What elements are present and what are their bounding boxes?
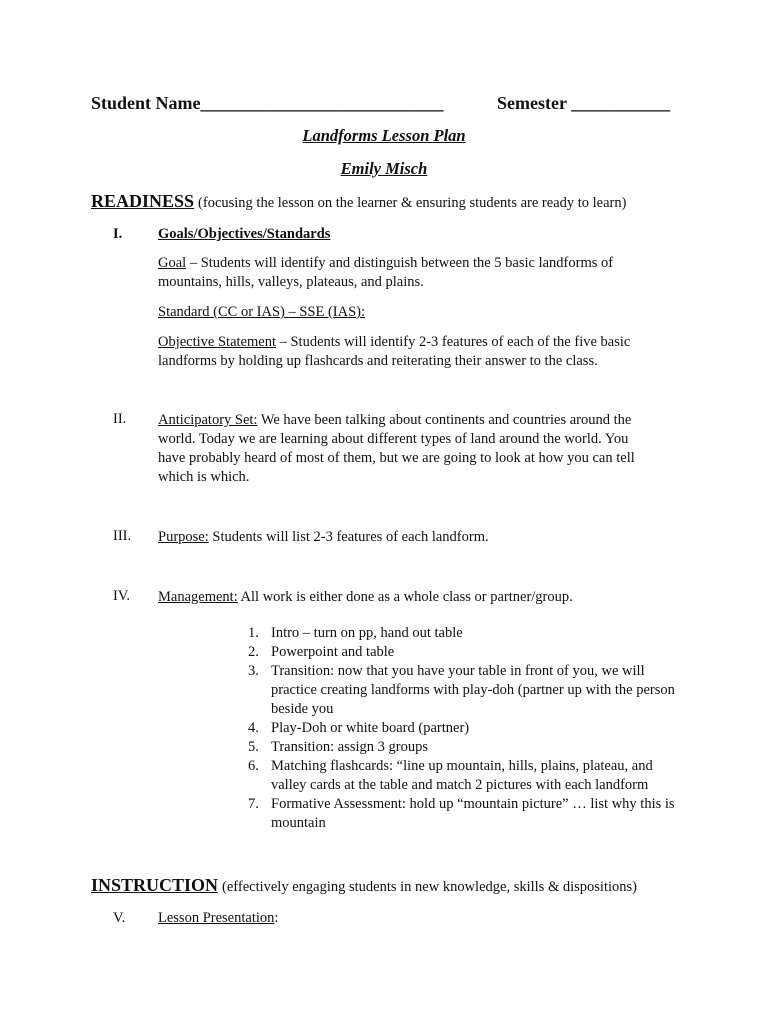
list-item-number: 6.	[248, 758, 259, 774]
list-item-number: 5.	[248, 739, 259, 755]
instruction-heading: INSTRUCTION	[91, 875, 219, 895]
list-item	[248, 624, 688, 643]
semester-field	[497, 93, 670, 114]
lesson-presentation-line	[158, 910, 278, 927]
list-item	[248, 719, 688, 738]
anticipatory-set-label: Anticipatory Set:	[158, 412, 258, 428]
management-text: All work is either done as a whole class or partner/group.	[237, 589, 573, 605]
semester-blank: ___________	[571, 93, 671, 113]
purpose-label: Purpose:	[158, 529, 209, 545]
student-name-blank: ___________________________	[200, 93, 444, 113]
lesson-presentation-suffix: :	[274, 910, 279, 926]
readiness-section-heading	[91, 191, 626, 212]
objective-text: – Students will identify 2-3 features of each of the five basic landforms by holding up flashcards and reiterating their answer to the class.	[158, 334, 631, 369]
list-item	[248, 757, 688, 795]
lesson-presentation-label: Lesson Presentation	[158, 910, 275, 926]
readiness-heading: READINESS	[91, 191, 195, 211]
purpose-text: Students will list 2-3 features of each landform.	[208, 529, 489, 545]
goal-text: – Students will identify and distinguish between the 5 basic landforms of mountains, hills, valleys, plateaus, and plains.	[158, 255, 614, 290]
instruction-section-heading	[91, 875, 637, 896]
list-item	[248, 738, 688, 757]
list-item	[248, 643, 688, 662]
purpose-paragraph	[158, 528, 668, 547]
item-1-numeral: I.	[113, 226, 123, 242]
list-item	[248, 795, 688, 833]
objective-label: Objective Statement	[158, 334, 276, 350]
item-3-numeral: III.	[113, 528, 132, 544]
standard-paragraph	[158, 303, 668, 322]
list-item-number: 2.	[248, 644, 259, 660]
goals-heading: Goals/Objectives/Standards	[158, 226, 331, 242]
list-item-number: 4.	[248, 720, 259, 736]
list-item-text: Transition: assign 3 groups	[271, 739, 428, 755]
standard-text: Standard (CC or IAS) – SSE (IAS):	[158, 304, 366, 320]
item-4-numeral: IV.	[113, 588, 131, 604]
list-item-text: Play-Doh or white board (partner)	[271, 720, 470, 736]
management-steps-list	[248, 624, 688, 833]
document-title: Landforms Lesson Plan	[302, 126, 466, 145]
author-name: Emily Misch	[340, 159, 428, 178]
management-label: Management:	[158, 589, 238, 605]
student-name-label: Student Name	[91, 93, 201, 113]
item-2-numeral: II.	[113, 411, 127, 427]
list-item-text: Matching flashcards: “line up mountain, hills, plains, plateau, and valley cards at the table and match 2 pictures with each landform	[271, 758, 653, 793]
student-name-field	[91, 93, 444, 114]
list-item-number: 7.	[248, 796, 259, 812]
anticipatory-set-paragraph	[158, 411, 658, 487]
list-item	[248, 662, 688, 719]
list-item-number: 1.	[248, 625, 259, 641]
goal-paragraph	[158, 254, 668, 292]
list-item-text: Transition: now that you have your table in front of you, we will practice creating landforms with play-doh (partner up with the person beside you	[271, 663, 675, 717]
objective-paragraph	[158, 333, 658, 371]
semester-label: Semester	[497, 93, 567, 113]
item-5-numeral: V.	[113, 910, 126, 926]
instruction-note: (effectively engaging students in new knowledge, skills & dispositions)	[222, 879, 637, 895]
list-item-text: Formative Assessment: hold up “mountain picture” … list why this is mountain	[271, 796, 675, 831]
list-item-text: Intro – turn on pp, hand out table	[271, 625, 463, 641]
readiness-note: (focusing the lesson on the learner & ensuring students are ready to learn)	[198, 195, 627, 211]
goal-label: Goal	[158, 255, 187, 271]
list-item-number: 3.	[248, 663, 259, 679]
list-item-text: Powerpoint and table	[271, 644, 395, 660]
management-paragraph	[158, 588, 668, 607]
anticipatory-set-text: We have been talking about continents and countries around the world. Today we are learning about different types of land around the world. You have probably heard of most of them, but we are going to look at how you can tell which is which.	[158, 412, 635, 485]
